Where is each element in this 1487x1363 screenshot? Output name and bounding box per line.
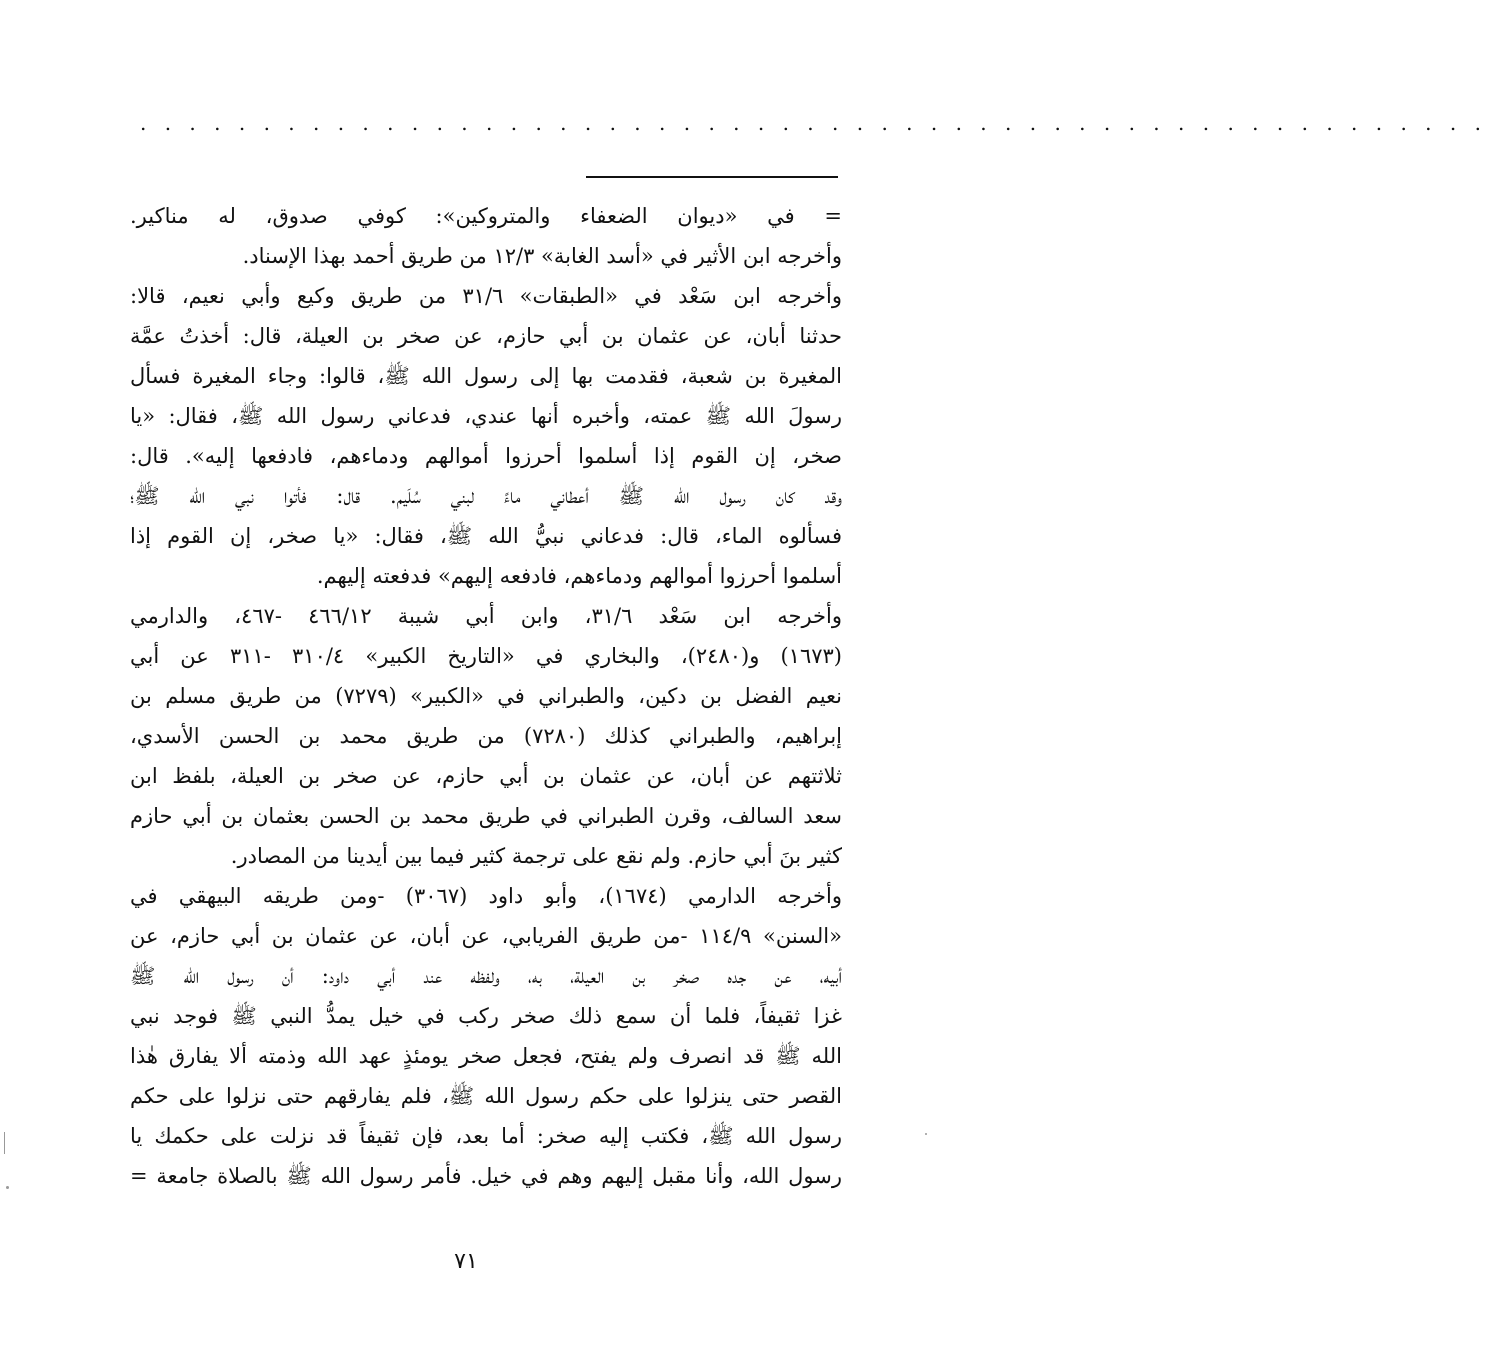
text-line: إبراهيم، والطبراني كذلك (٧٢٨٠) من طريق محمد بن الحسن الأسدي، — [130, 724, 843, 748]
text-line: غزا ثقيفاً، فلما أن سمع ذلك صخر ركب في خيل يمدُّ النبي ﷺ فوجد نبي — [130, 1004, 842, 1028]
text-line: وأخرجه ابن سَعْد ٣١/٦، وابن أبي شيبة ٤٦٦/١٢ -٤٦٧، والدارمي — [130, 604, 842, 628]
text-line: المغيرة بن شعبة، فقدمت بها إلى رسول الله ﷺ، قالوا: وجاء المغيرة فسأل — [130, 364, 842, 388]
scan-mark — [6, 1186, 9, 1189]
text-line: = في «ديوان الضعفاء والمتروكين»: كوفي صدوق، له مناكير. — [130, 204, 842, 228]
text-line: حدثنا أبان، عن عثمان بن أبي حازم، عن صخر بن العيلة، قال: أخذتُ عمَّة — [130, 324, 842, 348]
text-line: وأخرجه الدارمي (١٦٧٤)، وأبو داود (٣٠٦٧) -ومن طريقه البيهقي في — [130, 884, 843, 908]
text-line: وقد كان رسول الله ﷺ أعطاني ماءً لبني سُلَيم. قال: فأتوا نبي الله ﷺ؛ — [130, 484, 842, 508]
text-line: رسول الله ﷺ، فكتب إليه صخر: أما بعد، فإن ثقيفاً قد نزلت على حكمك يا — [130, 1124, 842, 1148]
text-line: فسألوه الماء، قال: فدعاني نبيُّ الله ﷺ، فقال: «يا صخر، إن القوم إذا — [130, 524, 842, 548]
text-line: رسول الله، وأنا مقبل إليهم وهم في خيل. فأمر رسول الله ﷺ بالصلاة جامعة = — [130, 1164, 842, 1188]
text-line: الله ﷺ قد انصرف ولم يفتح، فجعل صخر يومئذٍ عهد الله وذمته ألا يفارق هٰذا — [130, 1044, 842, 1068]
text-line: نعيم الفضل بن دكين، والطبراني في «الكبير» (٧٢٧٩) من طريق مسلم بن — [130, 684, 843, 708]
text-line: أسلموا أحرزوا أموالهم ودماءهم، فادفعه إليهم» فدفعته إليهم. — [316, 564, 842, 588]
text-line: ثلاثتهم عن أبان، عن عثمان بن أبي حازم، عن صخر بن العيلة، بلفظ ابن — [130, 764, 842, 788]
text-line: وأخرجه ابن الأثير في «أسد الغابة» ١٢/٣ من طريق أحمد بهذا الإسناد. — [242, 244, 842, 268]
page-number: ٧١ — [454, 1249, 478, 1274]
text-line: (١٦٧٣) و(٢٤٨٠)، والبخاري في «التاريخ الكبير» ٣١٠/٤ -٣١١ عن أبي — [130, 644, 842, 668]
scan-mark — [925, 1133, 927, 1135]
footnote-rule — [586, 176, 838, 178]
scan-mark — [4, 1132, 5, 1154]
text-line: كثير بنَ أبي حازم. ولم نقع على ترجمة كثير فيما بين أيدينا من المصادر. — [230, 844, 842, 868]
text-line: «السنن» ١١٤/٩ -من طريق الفريابي، عن أبان، عن عثمان بن أبي حازم، عن — [130, 924, 842, 948]
text-line: صخر، إن القوم إذا أسلموا أحرزوا أموالهم ودماءهم، فادفعها إليه». قال: — [130, 444, 842, 468]
separator-dots: . . . . . . . . . . . . . . . . . . . . . . . . . . . . . . . . . . . . . . . . . . . . . . . . . . . . . . . — [140, 111, 1487, 135]
body-text — [130, 196, 842, 1196]
text-line: رسولَ الله ﷺ عمته، وأخبره أنها عندي، فدعاني رسول الله ﷺ، فقال: «يا — [130, 404, 842, 428]
text-line: وأخرجه ابن سَعْد في «الطبقات» ٣١/٦ من طريق وكيع وأبي نعيم، قالا: — [130, 284, 842, 308]
text-line: سعد السالف، وقرن الطبراني في طريق محمد بن الحسن بعثمان بن أبي حازم — [130, 804, 842, 828]
text-line: أبيه، عن جده صخر بن العيلة، به، ولفظه عند أبي داود: أن رسول الله ﷺ — [130, 964, 842, 988]
text-line: القصر حتى ينزلوا على حكم رسول الله ﷺ، فلم يفارقهم حتى نزلوا على حكم — [130, 1084, 842, 1108]
